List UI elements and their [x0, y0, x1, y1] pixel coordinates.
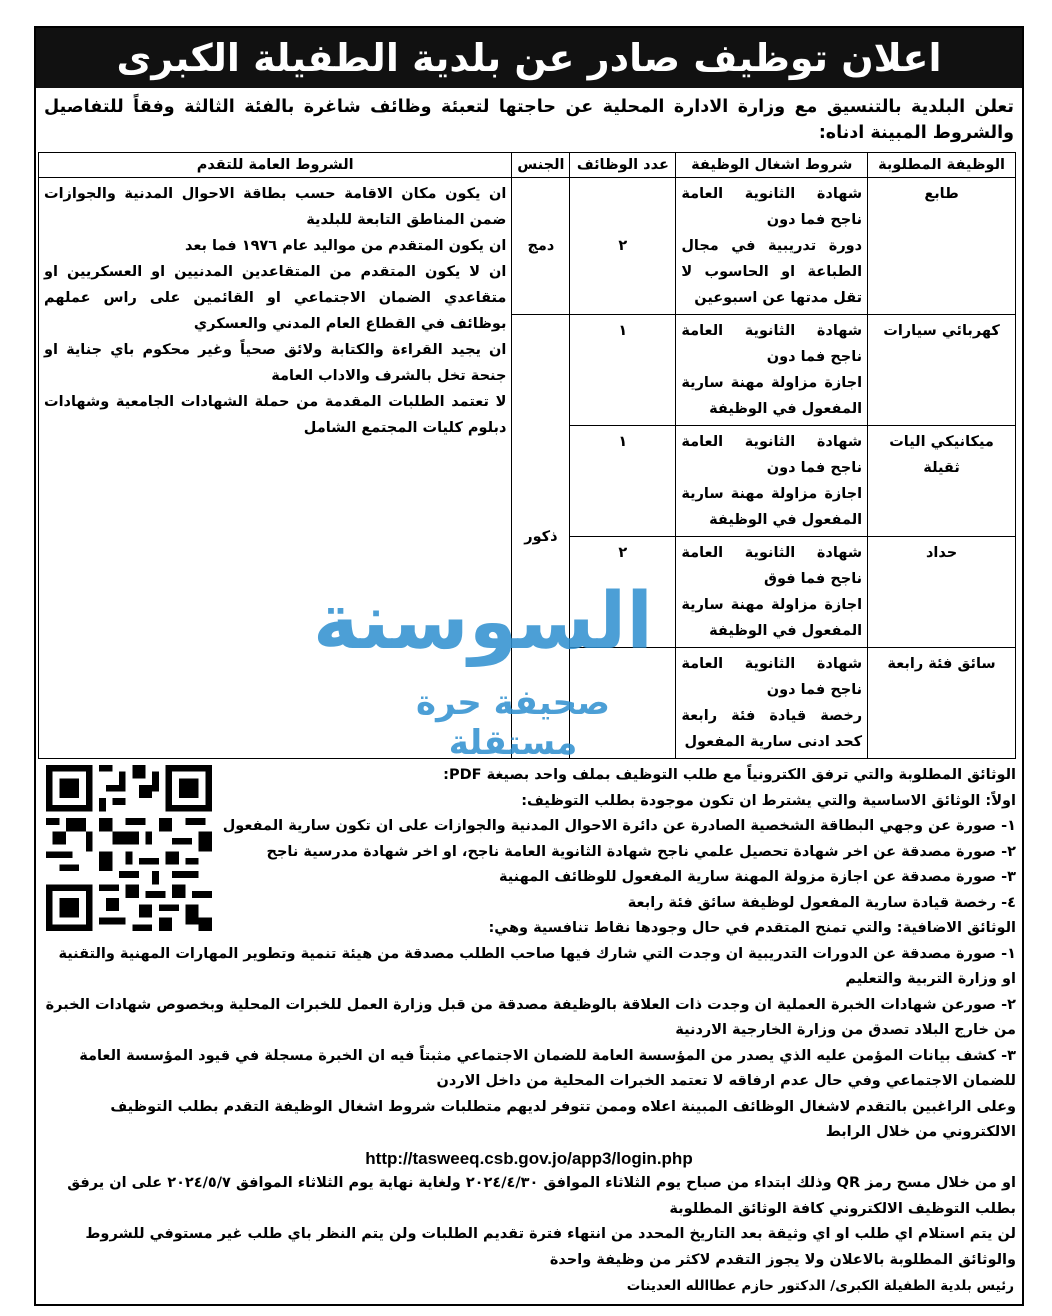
documents-section — [42, 763, 1016, 1273]
announcement-page — [34, 26, 1024, 1306]
extra-doc-item: ٢- صورعن شهادات الخبرة العملية ان وجدت ذات العلاقة بالوظيفة مصدقة من قبل وزارة العمل للخبرات المحلية وبخصوص شهادات الخبرة من خارج البلاد تصدق من وزارة الخارجية الاردنية — [45, 996, 1016, 1038]
basic-doc-item: ٤- رخصة قيادة سارية المفعول لوظيفة سائق فئة رابعة — [627, 894, 1016, 911]
general-condition: ان لا يكون المتقدم من المتقاعدين المدنيين او العسكريين او متقاعدي الضمان الاجتماعي او القائمين على راس عملهم بوظائف في القطاع العام المدني والعسكري — [44, 264, 507, 332]
extra-docs-title: الوثائق الاضافية: والتي تمنح المتقدم في حال وجودها نقاط تنافسية وهي: — [488, 920, 1016, 936]
condition-line: شهادة الثانوية العامة ناجح فما دون — [681, 323, 863, 365]
documents-intro: الوثائق المطلوبة والتي ترفق الكترونياً مع طلب التوظيف بملف واحد بصيغة PDF: — [443, 767, 1016, 783]
job-conditions — [676, 178, 868, 315]
basic-doc-item: ٢- صورة مصدقة عن اخر شهادة تحصيل علمي ناجح شهادة الثانوية العامة ناجح، او اخر شهادة مدرسية ناجح — [266, 843, 1016, 860]
condition-line: شهادة الثانوية العامة ناجح فما فوق — [681, 545, 863, 587]
announcement-title: اعلان توظيف صادر عن بلدية الطفيلة الكبرى — [36, 28, 1022, 88]
condition-line: اجازة مزاولة مهنة سارية المفعول في الوظيفة — [681, 486, 863, 528]
watermark-name: السوسنة — [312, 577, 653, 667]
signature: رئيس بلدية الطفيلة الكبرى/ الدكتور حازم عطاالله العدينات — [626, 1278, 1014, 1294]
basic-doc-item: ٣- صورة مصدقة عن اجازة مزولة المهنة سارية المفعول للوظائف المهنية — [498, 869, 1016, 885]
job-title: طابع — [868, 178, 1016, 315]
job-count: ١ — [570, 315, 676, 426]
gender-mixed: دمج — [512, 178, 570, 315]
extra-doc-item: ١- صورة مصدقة عن الدورات التدريبية ان وجدت التي شارك فيها صاحب الطلب مصدقة من هيئة تنمية وتطوير المهارات المهنية والتقنية او وزارة التربية والتعليم — [58, 945, 1016, 987]
job-title: ميكانيكي اليات ثقيلة — [868, 426, 1016, 537]
condition-line: اجازة مزاولة مهنة سارية المفعول في الوظيفة — [681, 597, 863, 639]
apply-text: وعلى الراغبين بالتقدم لاشغال الوظائف المبينة اعلاه وممن تتوفر لديهم متطلبات شروط اشغال الوظيفة التقدم بطلب التوظيف الالكتروني من خلال الرابط — [110, 1098, 1016, 1140]
general-condition: ان يكون مكان الاقامة حسب بطاقة الاحوال المدنية والجوازات ضمن المناطق التابعة للبلدية — [44, 186, 507, 228]
general-condition: ان يجيد القراءة والكتابة ولائق صحياً وغير محكوم باي جناية او جنحة تخل بالشرف والاداب العامة — [44, 342, 507, 384]
condition-line: اجازة مزاولة مهنة سارية المفعول في الوظيفة — [681, 375, 863, 417]
application-link[interactable]: http://tasweeq.csb.gov.jo/app3/login.php — [365, 1148, 693, 1168]
qr-code-icon[interactable] — [46, 765, 212, 931]
col-header-job: الوظيفة المطلوبة — [868, 153, 1016, 178]
job-title: كهربائي سيارات — [868, 315, 1016, 426]
col-header-conditions: شروط اشغال الوظيفة — [676, 153, 868, 178]
condition-line: شهادة الثانوية العامة ناجح فما دون — [681, 656, 863, 698]
job-conditions — [676, 315, 868, 426]
job-conditions — [676, 648, 868, 759]
basic-doc-item: ١- صورة عن وجهي البطاقة الشخصية الصادرة عن دائرة الاحوال المدنية والجوازات على ان تكون سارية المفعول — [222, 818, 1016, 834]
job-count: ٢ — [570, 178, 676, 315]
table-header-row — [39, 153, 1016, 178]
extra-doc-item: ٣- كشف بيانات المؤمن عليه الذي يصدر من المؤسسة العامة للضمان الاجتماعي مثبتاً فيه ان الخبرة مسجلة في قيود المؤسسة العامة للضمان الاجتماعي وفي حال عدم ارفاقه لا تعتمد الخبرات المحلية من داخل الاردن — [79, 1047, 1016, 1089]
condition-line: شهادة الثانوية العامة ناجح فما دون — [681, 186, 863, 228]
job-title: سائق فئة رابعة — [868, 648, 1016, 759]
watermark-tagline: صحيفة حرة مستقلة — [416, 683, 610, 763]
col-header-gender: الجنس — [512, 153, 570, 178]
job-title: حداد — [868, 537, 1016, 648]
jobs-table — [38, 152, 1016, 759]
qr-instructions: او من خلال مسح رمز QR وذلك ابتداء من صباح يوم الثلاثاء الموافق ٢٠٢٤/٤/٣٠ ولغاية نهاية يوم الثلاثاء الموافق ٢٠٢٤/٥/٧ على ان يرفق بطلب التوظيف الالكتروني كافة الوثائق المطلوبة — [67, 1175, 1016, 1217]
general-condition: ان يكون المتقدم من مواليد عام ١٩٧٦ فما بعد — [184, 238, 507, 254]
gender-male: ذكور — [512, 315, 570, 759]
col-header-general: الشروط العامة للتقدم — [39, 153, 512, 178]
condition-line: رخصة قيادة فئة رابعة كحد ادنى سارية المفعول — [681, 708, 863, 750]
job-count — [570, 648, 676, 759]
condition-line: دورة تدريبية في مجال الطباعة او الحاسوب لا تقل مدتها عن اسبوعين — [681, 238, 863, 306]
basic-docs-title: اولاً: الوثائق الاساسية والتي يشترط ان تكون موجودة بطلب التوظيف: — [521, 792, 1016, 809]
general-condition: لا تعتمد الطلبات المقدمة من حملة الشهادات الجامعية وشهادات دبلوم كليات المجتمع الشامل — [44, 394, 507, 436]
late-submission-notice: لن يتم استلام اي طلب او اي وثيقة بعد التاريخ المحدد من انتهاء فترة تقديم الطلبات ولن يتم النظر باي طلب غير مستوفي للشروط والوثائق المطلوبة بالاعلان ولا يجوز التقدم لاكثر من وظيفة واحدة — [85, 1226, 1016, 1268]
table-row — [39, 178, 1016, 315]
job-conditions — [676, 537, 868, 648]
condition-line: شهادة الثانوية العامة ناجح فما دون — [681, 434, 863, 476]
job-count: ١ — [570, 426, 676, 537]
job-conditions — [676, 426, 868, 537]
intro-paragraph: تعلن البلدية بالتنسيق مع وزارة الادارة المحلية عن حاجتها لتعبئة وظائف شاغرة بالفئة الثالثة وفقاً للتفاصيل والشروط المبينة ادناه: — [44, 97, 1014, 143]
col-header-count: عدد الوظائف — [570, 153, 676, 178]
job-count: ٢ — [570, 537, 676, 648]
general-conditions — [39, 178, 512, 759]
